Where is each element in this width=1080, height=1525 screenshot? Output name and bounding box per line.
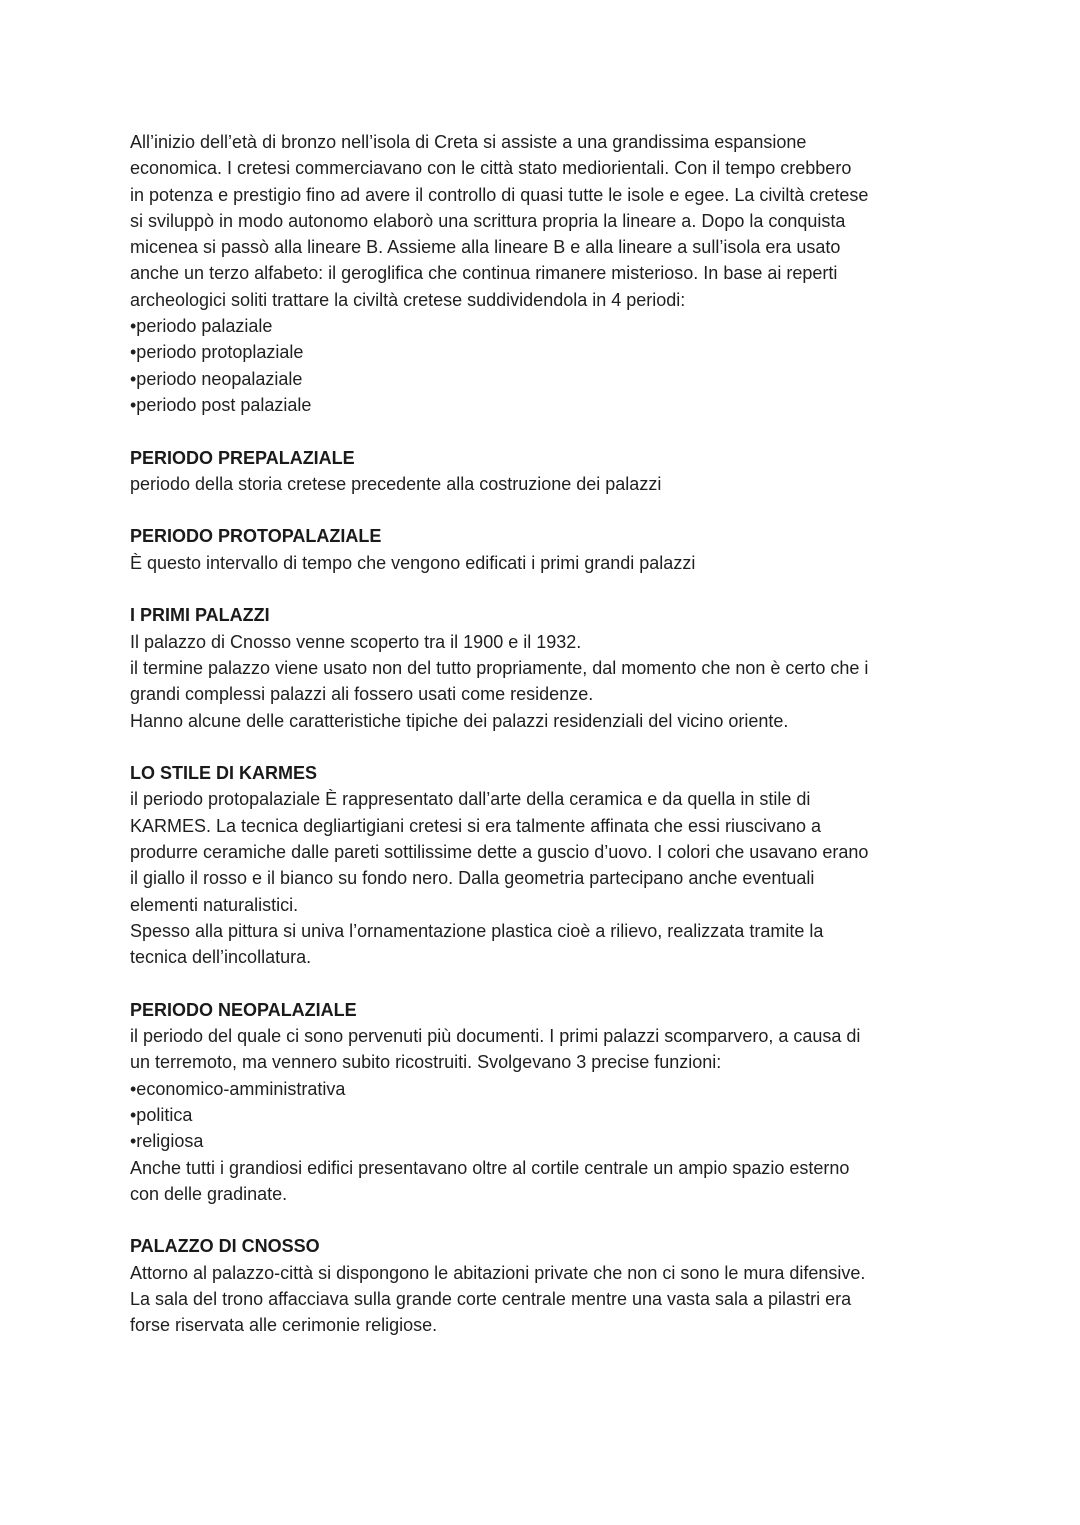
karmes-section: [130, 760, 952, 970]
intro-line: anche un terzo alfabeto: il geroglifica che continua rimanere misterioso. In base ai reperti: [130, 263, 838, 284]
text-line: il giallo il rosso e il bianco su fondo nero. Dalla geometria partecipano anche eventuali: [130, 868, 815, 889]
primi-palazzi-section: [130, 602, 952, 733]
intro-line: archeologici soliti trattare la civiltà cretese suddividendola in 4 periodi:: [130, 289, 686, 310]
text-line: elementi naturalistici.: [130, 894, 299, 915]
section-paragraph: [130, 1155, 952, 1208]
text-line: È questo intervallo di tempo che vengono edificati i primi grandi palazzi: [130, 552, 696, 573]
section-heading: I PRIMI PALAZZI: [130, 605, 270, 626]
list-item: •religiosa: [130, 1131, 204, 1152]
text-line: Hanno alcune delle caratteristiche tipiche dei palazzi residenziali del vicino oriente.: [130, 710, 789, 731]
list-item: •periodo post palaziale: [130, 394, 312, 415]
section-heading: LO STILE DI KARMES: [130, 763, 318, 784]
text-line: grandi complessi palazzi ali fossero usati come residenze.: [130, 684, 594, 705]
text-line: un terremoto, ma vennero subito ricostruiti. Svolgevano 3 precise funzioni:: [130, 1052, 722, 1073]
section-heading: PERIODO PREPALAZIALE: [130, 447, 355, 468]
functions-list: [130, 1076, 952, 1155]
intro-line: economica. I cretesi commerciavano con le città stato mediorientali. Con il tempo crebbero: [130, 158, 852, 179]
text-line: Anche tutti i grandiosi edifici presentavano oltre al cortile centrale un ampio spazio esterno: [130, 1157, 850, 1178]
list-item: •periodo neopalaziale: [130, 368, 303, 389]
text-line: il periodo protopalaziale È rappresentato dall’arte della ceramica e da quella in stile di: [130, 789, 811, 810]
intro-line: All’inizio dell’età di bronzo nell’isola di Creta si assiste a una grandissima espansione: [130, 132, 807, 152]
intro-line: si sviluppò in modo autonomo elaborò una scrittura propria la lineare a. Dopo la conquista: [130, 210, 846, 231]
intro-line: in potenza e prestigio fino ad avere il controllo di quasi tutte le isole e egee. La civiltà cretese: [130, 184, 869, 205]
document-page: [130, 129, 952, 1339]
periods-list: [130, 313, 952, 418]
intro-line: micenea si passò alla lineare B. Assieme alla lineare B e alla lineare a sull’isola era usato: [130, 237, 841, 258]
list-item: •periodo protoplaziale: [130, 342, 304, 363]
section-paragraph: [130, 1023, 952, 1076]
section-heading: PERIODO NEOPALAZIALE: [130, 999, 357, 1020]
section-heading: PERIODO PROTOPALAZIALE: [130, 526, 382, 547]
section-paragraph: [130, 550, 952, 576]
list-item: •politica: [130, 1104, 193, 1125]
text-line: produrre ceramiche dalle pareti sottilissime dette a guscio d’uovo. I colori che usavano erano: [130, 842, 869, 863]
list-item: •economico-amministrativa: [130, 1078, 346, 1099]
text-line: periodo della storia cretese precedente alla costruzione dei palazzi: [130, 473, 662, 494]
text-line: con delle gradinate.: [130, 1183, 288, 1204]
text-line: La sala del trono affacciava sulla grande corte centrale mentre una vasta sala a pilastri era: [130, 1289, 852, 1310]
list-item: •periodo palaziale: [130, 316, 273, 337]
section-paragraph: [130, 629, 952, 734]
section-paragraph: [130, 1260, 952, 1339]
text-line: tecnica dell’incollatura.: [130, 947, 312, 968]
text-line: Attorno al palazzo-città si dispongono le abitazioni private che non ci sono le mura difensive.: [130, 1262, 866, 1283]
text-line: Spesso alla pittura si univa l’ornamentazione plastica cioè a rilievo, realizzata tramite la: [130, 920, 824, 941]
prepalaziale-section: [130, 445, 952, 498]
intro-section: [130, 129, 952, 418]
section-heading: PALAZZO DI CNOSSO: [130, 1236, 320, 1257]
section-paragraph: [130, 471, 952, 497]
intro-paragraph: [130, 129, 952, 313]
protopalaziale-section: [130, 523, 952, 576]
text-line: Il palazzo di Cnosso venne scoperto tra il 1900 e il 1932.: [130, 631, 582, 652]
text-line: il termine palazzo viene usato non del tutto propriamente, dal momento che non è certo che i: [130, 657, 869, 678]
section-paragraph: [130, 786, 952, 970]
text-line: forse riservata alle cerimonie religiose.: [130, 1315, 438, 1336]
cnosso-section: [130, 1233, 952, 1338]
text-line: KARMES. La tecnica degliartigiani cretesi si era talmente affinata che essi riuscivano a: [130, 815, 822, 836]
text-line: il periodo del quale ci sono pervenuti più documenti. I primi palazzi scomparvero, a causa di: [130, 1026, 861, 1047]
neopalaziale-section: [130, 997, 952, 1207]
